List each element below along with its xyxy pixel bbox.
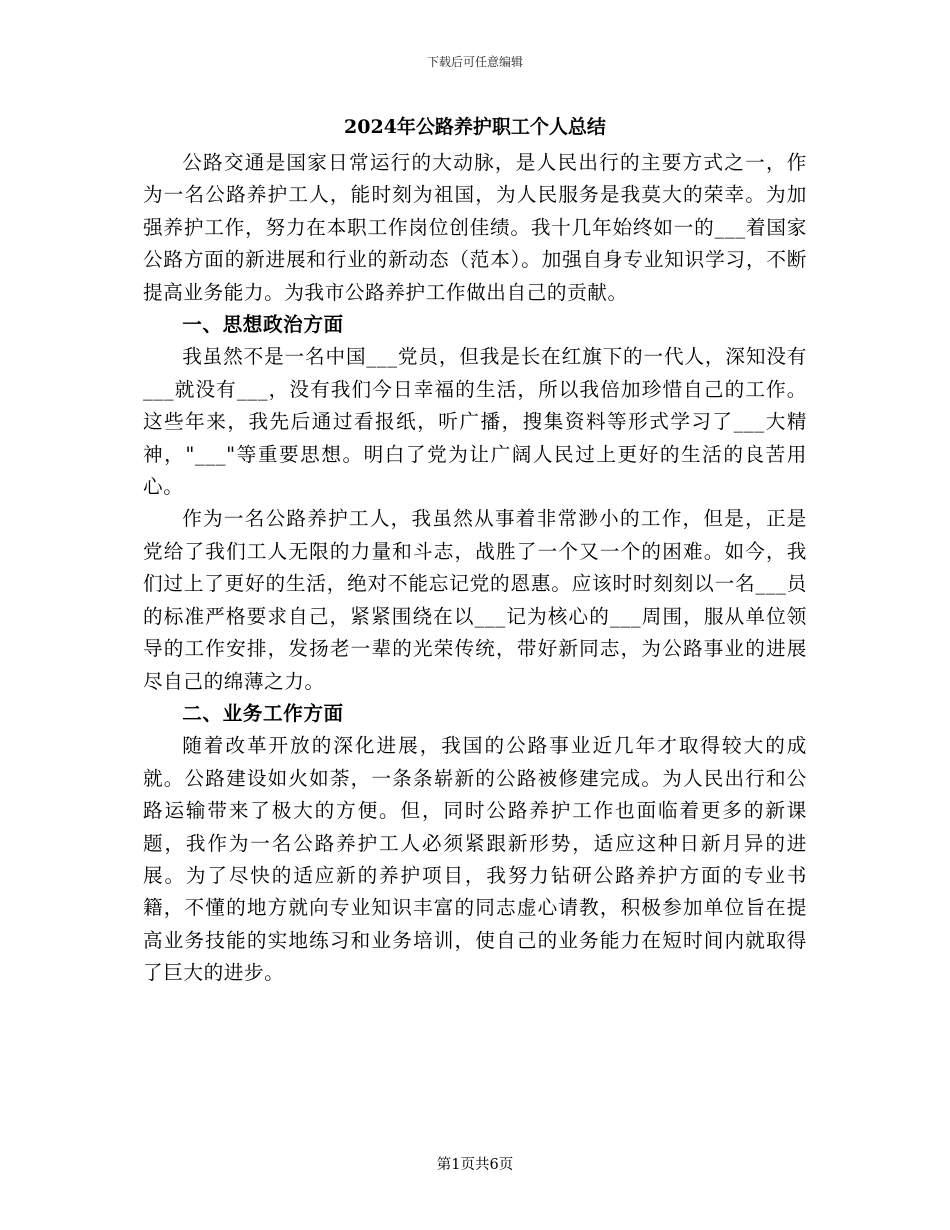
document-body [143, 147, 807, 990]
section-heading-political: 一、思想政治方面 [182, 313, 344, 337]
section-heading-business: 二、业务工作方面 [182, 701, 344, 725]
page-footer: 第1页共6页 [436, 1157, 514, 1173]
paragraph-intro: 公路交通是国家日常运行的大动脉，是人民出行的主要方式之一，作为一名公路养护工人，能时刻为祖国，为人民服务是我莫大的荣幸。为加强养护工作，努力在本职工作岗位创佳绩。我十几年始终如一的___着国家公路方面的新进展和行业的新动态（范本）。加强自身专业知识学习，不断提高业务能力。为我市公路养护工作做出自己的贡献。 [143, 151, 807, 304]
page-header: 下载后可任意编辑 [426, 55, 523, 69]
document-title: 2024年公路养护职工个人总结 [344, 116, 606, 138]
paragraph-political-2: 作为一名公路养护工人，我虽然从事着非常渺小的工作，但是，正是党给了我们工人无限的力量和斗志，战胜了一个又一个的困难。如今，我们过上了更好的生活，绝对不能忘记党的恩惠。应该时时刻刻以一名___员的标准严格要求自己，紧紧围绕在以___记为核心的___周围，服从单位领导的工作安排，发扬老一辈的光荣传统，带好新同志，为公路事业的进展尽自己的绵薄之力。 [143, 507, 807, 693]
paragraph-business-1: 随着改革开放的深化进展，我国的公路事业近几年才取得较大的成就。公路建设如火如荼，一条条崭新的公路被修建完成。为人民出行和公路运输带来了极大的方便。但，同时公路养护工作也面临着更多的新课题，我作为一名公路养护工人必须紧跟新形势，适应这种日新月异的进展。为了尽快的适应新的养护项目，我努力钻研公路养护方面的专业书籍，不懂的地方就向专业知识丰富的同志虚心请教，积极参加单位旨在提高业务技能的实地练习和业务培训，使自己的业务能力在短时间内就取得了巨大的进步。 [143, 734, 807, 985]
paragraph-political-1: 我虽然不是一名中国___党员，但我是长在红旗下的一代人，深知没有___就没有___，没有我们今日幸福的生活，所以我倍加珍惜自己的工作。这些年来，我先后通过看报纸，听广播，搜集资料等形式学习了___大精神，"___"等重要思想。明白了党为让广阔人民过上更好的生活的良苦用心。 [143, 345, 807, 499]
